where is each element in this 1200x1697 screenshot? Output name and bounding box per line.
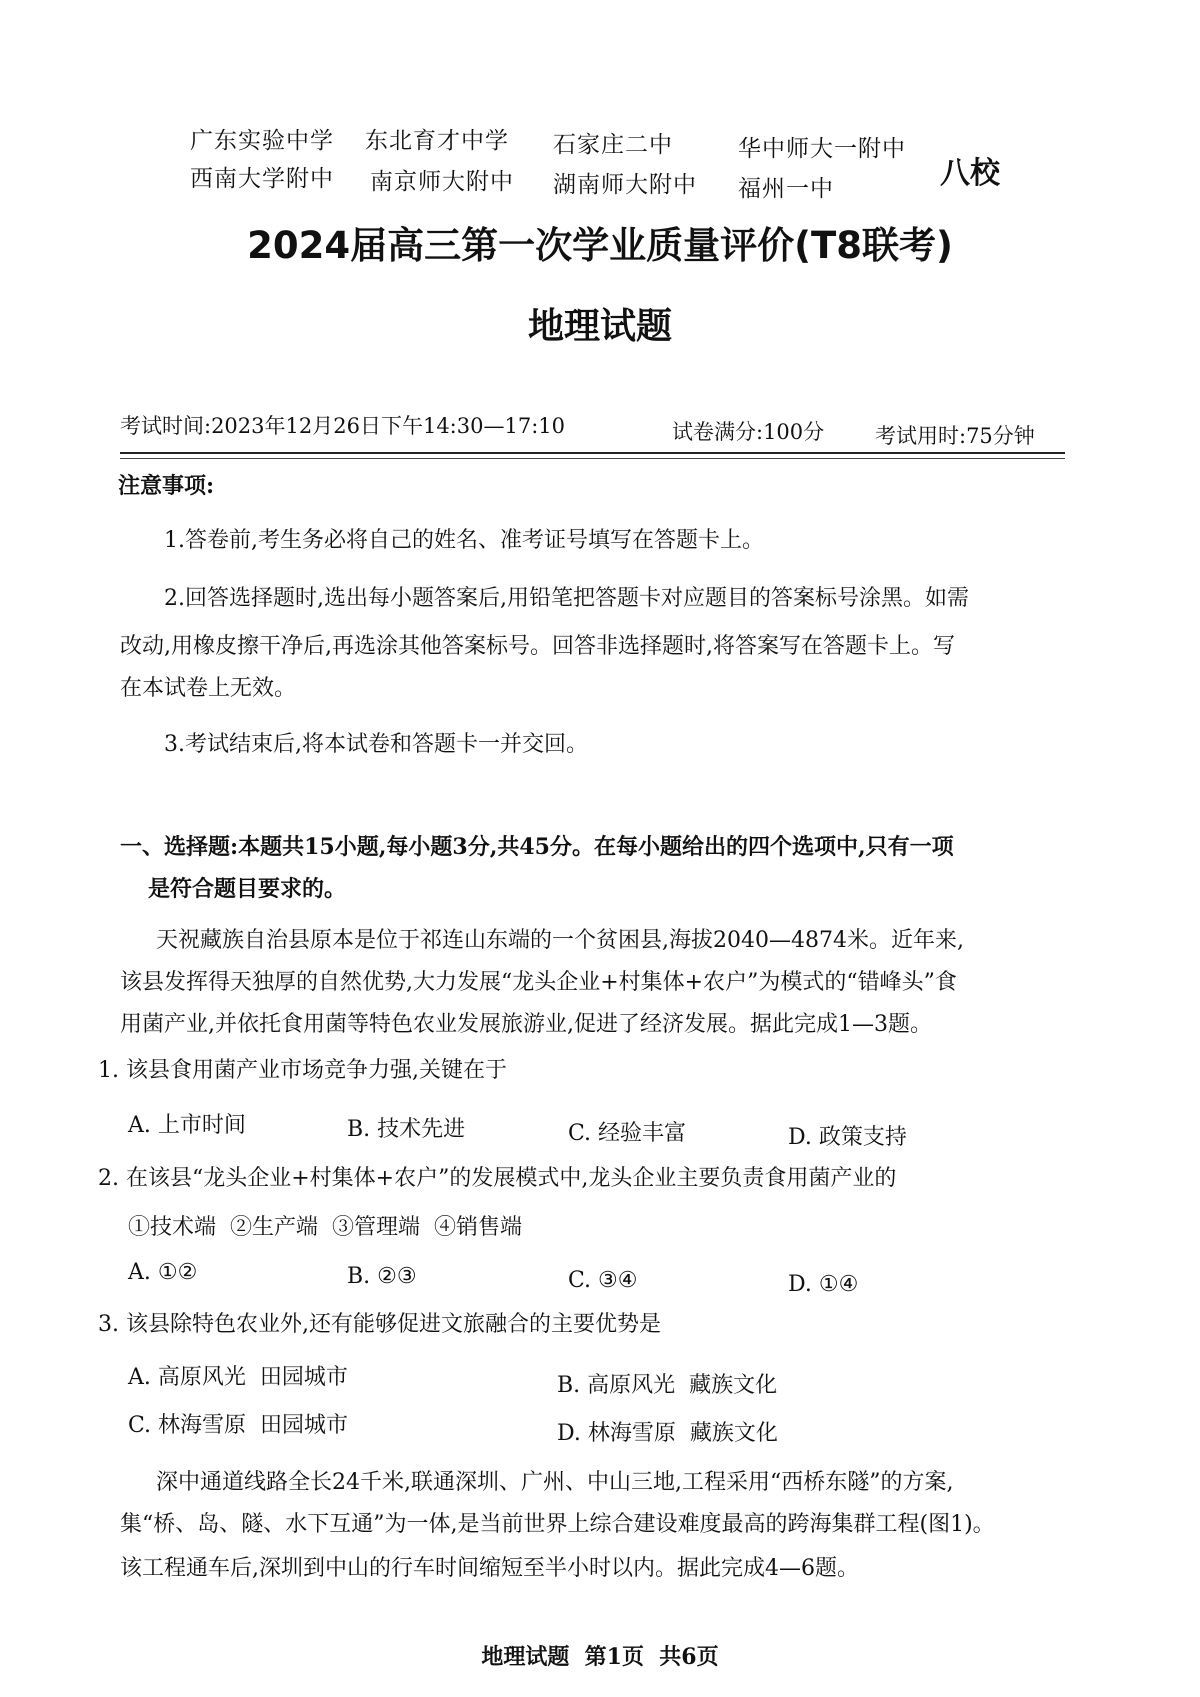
school-3: 石家庄二中 bbox=[553, 132, 673, 158]
notice-item-1: 1.答卷前,考生务必将自己的姓名、准考证号填写在答题卡上。 bbox=[164, 528, 764, 553]
page-footer: 地理试题 第1页 共6页 bbox=[481, 1644, 719, 1670]
q2-option-c: C. ③④ bbox=[568, 1268, 638, 1293]
q1-option-a: A. 上市时间 bbox=[128, 1113, 246, 1138]
subject-title: 地理试题 bbox=[527, 306, 672, 347]
passage-1-line-2: 该县发挥得天独厚的自然优势,大力发展“龙头企业+村集体+农户”为模式的“错峰头”食 bbox=[120, 970, 957, 995]
school-2: 东北育才中学 bbox=[365, 128, 509, 154]
q2-items: ①技术端 ②生产端 ③管理端 ④销售端 bbox=[128, 1215, 522, 1240]
question-3-stem: 3. 该县除特色农业外,还有能够促进文旅融合的主要优势是 bbox=[98, 1312, 661, 1337]
passage-2-line-1: 深中通道线路全长24千米,联通深圳、广州、中山三地,工程采用“西桥东隧”的方案, bbox=[156, 1470, 954, 1495]
q1-option-c: C. 经验丰富 bbox=[568, 1121, 687, 1146]
section-heading-line-1: 一、选择题:本题共15小题,每小题3分,共45分。在每小题给出的四个选项中,只有一项 bbox=[120, 834, 954, 860]
question-2-stem: 2. 在该县“龙头企业+村集体+农户”的发展模式中,龙头企业主要负责食用菌产业的 bbox=[98, 1166, 897, 1191]
school-5: 西南大学附中 bbox=[190, 166, 334, 192]
q2-option-a: A. ①② bbox=[128, 1260, 198, 1285]
school-7: 湖南师大附中 bbox=[553, 172, 697, 198]
q2-option-b: B. ②③ bbox=[347, 1264, 417, 1289]
school-4: 华中师大一附中 bbox=[738, 136, 906, 162]
q3-option-b: B. 高原风光 藏族文化 bbox=[557, 1373, 778, 1398]
alliance-label: 八校 bbox=[940, 156, 1000, 191]
q3-option-a: A. 高原风光 田园城市 bbox=[128, 1365, 348, 1390]
notice-item-2-line-1: 2.回答选择题时,选出每小题答案后,用铅笔把答题卡对应题目的答案标号涂黑。如需 bbox=[164, 586, 969, 611]
q1-option-d: D. 政策支持 bbox=[788, 1125, 907, 1150]
divider-bottom bbox=[120, 458, 1065, 459]
question-1-stem: 1. 该县食用菌产业市场竞争力强,关键在于 bbox=[98, 1058, 507, 1083]
notice-item-2-line-2: 改动,用橡皮擦干净后,再选涂其他答案标号。回答非选择题时,将答案写在答题卡上。写 bbox=[120, 634, 955, 659]
notice-item-2-line-3: 在本试卷上无效。 bbox=[120, 676, 297, 701]
q1-option-b: B. 技术先进 bbox=[347, 1117, 466, 1142]
school-1: 广东实验中学 bbox=[190, 128, 334, 154]
passage-2-line-3: 该工程通车后,深圳到中山的行车时间缩短至半小时以内。据此完成4—6题。 bbox=[120, 1556, 859, 1581]
full-score: 试卷满分:100分 bbox=[672, 420, 825, 444]
notice-item-3: 3.考试结束后,将本试卷和答题卡一并交回。 bbox=[164, 732, 588, 757]
passage-1-line-3: 用菌产业,并依托食用菌等特色农业发展旅游业,促进了经济发展。据此完成1—3题。 bbox=[120, 1012, 932, 1037]
passage-1-line-1: 天祝藏族自治县原本是位于祁连山东端的一个贫困县,海拔2040—4874米。近年来, bbox=[156, 928, 964, 953]
passage-2-line-2: 集“桥、岛、隧、水下互通”为一体,是当前世界上综合建设难度最高的跨海集群工程(图1)。 bbox=[120, 1512, 995, 1537]
school-8: 福州一中 bbox=[738, 176, 834, 202]
section-heading-line-2: 是符合题目要求的。 bbox=[148, 876, 347, 902]
q2-option-d: D. ①④ bbox=[788, 1272, 859, 1297]
school-6: 南京师大附中 bbox=[370, 169, 514, 195]
exam-duration: 考试用时:75分钟 bbox=[875, 424, 1035, 448]
notice-heading: 注意事项: bbox=[118, 473, 215, 499]
exam-time: 考试时间:2023年12月26日下午14:30—17:10 bbox=[120, 414, 565, 438]
q3-option-c: C. 林海雪原 田园城市 bbox=[128, 1413, 349, 1438]
divider-top bbox=[120, 452, 1065, 454]
exam-title: 2024届高三第一次学业质量评价(T8联考) bbox=[247, 224, 953, 267]
q3-option-d: D. 林海雪原 藏族文化 bbox=[557, 1421, 778, 1446]
